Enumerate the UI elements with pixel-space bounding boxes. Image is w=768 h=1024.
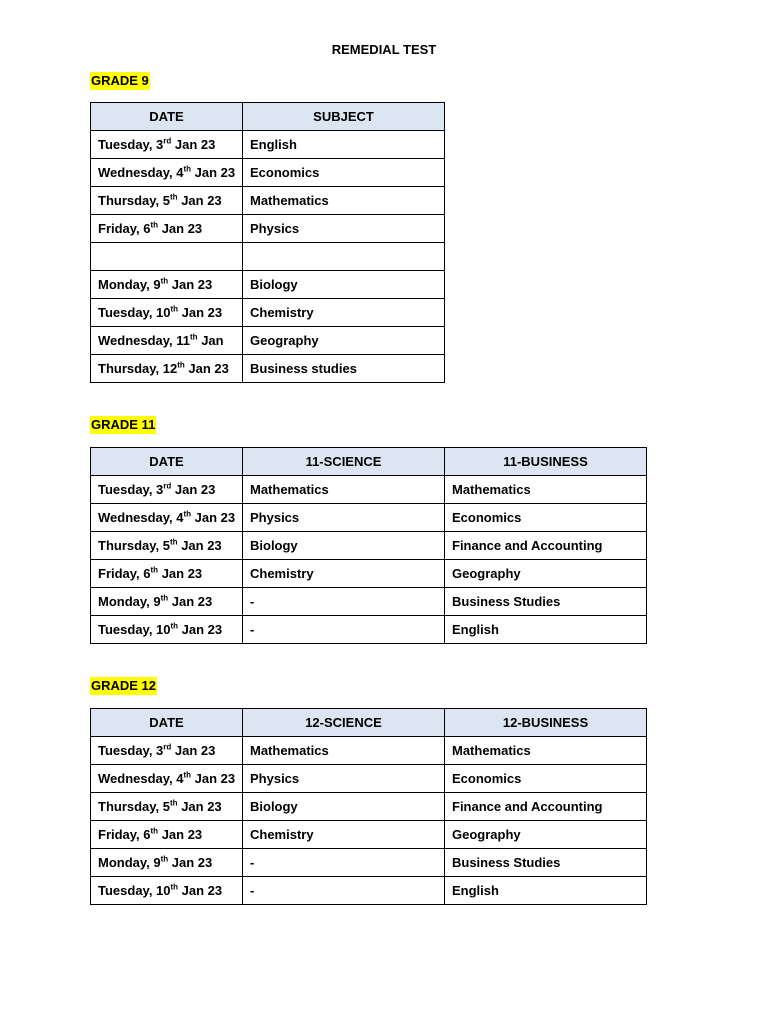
subject-cell: Physics <box>243 215 445 243</box>
business-cell: English <box>445 616 647 644</box>
date-cell: Friday, 6th Jan 23 <box>91 215 243 243</box>
date-cell: Wednesday, 4th Jan 23 <box>91 159 243 187</box>
business-cell: Mathematics <box>445 476 647 504</box>
table-row <box>91 793 647 821</box>
subject-cell: Biology <box>243 271 445 299</box>
column-header-date: DATE <box>91 448 243 476</box>
subject-cell: English <box>243 131 445 159</box>
table-row <box>91 504 647 532</box>
science-cell: Mathematics <box>243 476 445 504</box>
date-cell <box>91 243 243 271</box>
date-cell: Friday, 6th Jan 23 <box>91 560 243 588</box>
table-row <box>91 849 647 877</box>
science-cell: Mathematics <box>243 737 445 765</box>
table-header-row <box>91 709 647 737</box>
science-cell: Chemistry <box>243 560 445 588</box>
date-cell: Wednesday, 4th Jan 23 <box>91 504 243 532</box>
table-row <box>91 215 445 243</box>
grade-11-label: GRADE 11 <box>91 417 156 432</box>
table-row <box>91 299 445 327</box>
column-header-subject: SUBJECT <box>243 103 445 131</box>
date-cell: Monday, 9th Jan 23 <box>91 271 243 299</box>
table-row <box>91 131 445 159</box>
table-row <box>91 877 647 905</box>
column-header-science: 11-SCIENCE <box>243 448 445 476</box>
grade-12-table <box>90 708 647 905</box>
subject-cell: Mathematics <box>243 187 445 215</box>
date-cell: Thursday, 5th Jan 23 <box>91 793 243 821</box>
page-title: REMEDIAL TEST <box>331 42 437 57</box>
date-cell: Wednesday, 4th Jan 23 <box>91 765 243 793</box>
subject-cell: Geography <box>243 327 445 355</box>
table-row <box>91 765 647 793</box>
table-row <box>91 187 445 215</box>
science-cell: Physics <box>243 504 445 532</box>
business-cell: Economics <box>445 504 647 532</box>
grade-12-label: GRADE 12 <box>91 678 157 693</box>
subject-cell: Chemistry <box>243 299 445 327</box>
date-cell: Thursday, 12th Jan 23 <box>91 355 243 383</box>
date-cell: Tuesday, 10th Jan 23 <box>91 299 243 327</box>
table-row <box>91 355 445 383</box>
date-cell: Thursday, 5th Jan 23 <box>91 187 243 215</box>
date-cell: Tuesday, 3rd Jan 23 <box>91 476 243 504</box>
science-cell: - <box>243 616 445 644</box>
table-row <box>91 327 445 355</box>
business-cell: Economics <box>445 765 647 793</box>
column-header-business: 11-BUSINESS <box>445 448 647 476</box>
grade-9-label: GRADE 9 <box>91 73 149 88</box>
business-cell: Finance and Accounting <box>445 793 647 821</box>
table-row <box>91 476 647 504</box>
business-cell: Finance and Accounting <box>445 532 647 560</box>
table-row <box>91 821 647 849</box>
table-row-empty <box>91 243 445 271</box>
date-cell: Monday, 9th Jan 23 <box>91 588 243 616</box>
table-row <box>91 616 647 644</box>
science-cell: - <box>243 588 445 616</box>
date-cell: Tuesday, 10th Jan 23 <box>91 877 243 905</box>
column-header-science: 12-SCIENCE <box>243 709 445 737</box>
grade-11-table <box>90 447 647 644</box>
date-cell: Tuesday, 3rd Jan 23 <box>91 737 243 765</box>
table-row <box>91 271 445 299</box>
science-cell: - <box>243 877 445 905</box>
date-cell: Monday, 9th Jan 23 <box>91 849 243 877</box>
date-cell: Tuesday, 3rd Jan 23 <box>91 131 243 159</box>
subject-cell: Economics <box>243 159 445 187</box>
subject-cell: Business studies <box>243 355 445 383</box>
science-cell: Biology <box>243 532 445 560</box>
table-row <box>91 588 647 616</box>
table-row <box>91 532 647 560</box>
subject-cell <box>243 243 445 271</box>
table-header-row <box>91 448 647 476</box>
science-cell: Physics <box>243 765 445 793</box>
date-cell: Wednesday, 11th Jan <box>91 327 243 355</box>
business-cell: Business Studies <box>445 588 647 616</box>
table-row <box>91 159 445 187</box>
date-cell: Tuesday, 10th Jan 23 <box>91 616 243 644</box>
date-cell: Thursday, 5th Jan 23 <box>91 532 243 560</box>
business-cell: English <box>445 877 647 905</box>
table-row <box>91 737 647 765</box>
business-cell: Geography <box>445 560 647 588</box>
science-cell: Biology <box>243 793 445 821</box>
business-cell: Geography <box>445 821 647 849</box>
grade-9-table <box>90 102 445 383</box>
science-cell: Chemistry <box>243 821 445 849</box>
table-row <box>91 560 647 588</box>
column-header-date: DATE <box>91 709 243 737</box>
date-cell: Friday, 6th Jan 23 <box>91 821 243 849</box>
column-header-business: 12-BUSINESS <box>445 709 647 737</box>
column-header-date: DATE <box>91 103 243 131</box>
business-cell: Business Studies <box>445 849 647 877</box>
business-cell: Mathematics <box>445 737 647 765</box>
table-header-row <box>91 103 445 131</box>
science-cell: - <box>243 849 445 877</box>
